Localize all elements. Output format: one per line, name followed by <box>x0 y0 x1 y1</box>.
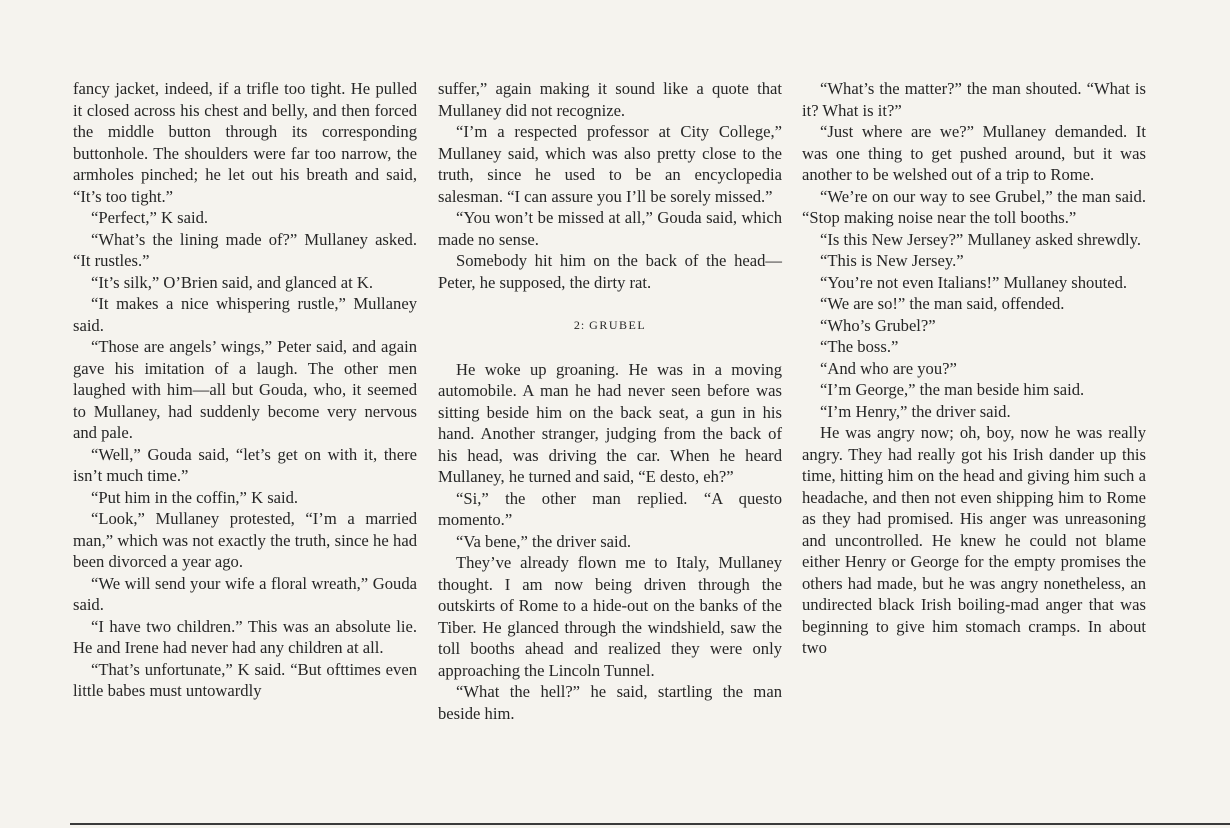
text-column-2 <box>438 78 782 724</box>
paragraph: “I’m a respected professor at City College,” Mullaney said, which was also pretty close to the truth, since he used to be an encyclopedia salesman. “I can assure you I’ll be sorely missed.” <box>438 122 782 206</box>
paragraph: “Who’s Grubel?” <box>820 315 936 335</box>
paragraph: suffer,” again making it sound like a quote that Mullaney did not recognize. <box>438 79 782 120</box>
paragraph: fancy jacket, indeed, if a trifle too tight. He pulled it closed across his chest and belly, and then forced the middle button through its corresponding buttonhole. The shoulders were far too narrow, the armholes pinched; he let out his breath and said, “It’s too tight.” <box>73 79 417 206</box>
paragraph: “Just where are we?” Mullaney demanded. It was one thing to get pushed around, but it was another to be welshed out of a trip to Rome. <box>802 122 1146 184</box>
section-number: 2: <box>573 318 586 332</box>
paragraph: He was angry now; oh, boy, now he was really angry. They had really got his Irish dander up this time, hitting him on the head and giving him such a headache, and then not even shipping him to Rome as they had promised. His anger was unreasoning and uncontrolled. He knew he could not blame either Henry or George for the empty promises the others had made, but he was angry nonetheless, an undirected black Irish boiling-mad anger that was beginning to give him stomach cramps. In about two <box>802 423 1146 657</box>
section-heading <box>438 315 782 337</box>
paragraph: “Va bene,” the driver said. <box>456 531 632 551</box>
paragraph: “Is this New Jersey?” Mullaney asked shrewdly. <box>820 229 1142 249</box>
paragraph: Somebody hit him on the back of the head—Peter, he supposed, the dirty rat. <box>438 251 782 292</box>
paragraph: “The boss.” <box>820 337 899 356</box>
paragraph: “And who are you?” <box>820 358 957 378</box>
paragraph: “Put him in the coffin,” K said. <box>91 487 299 507</box>
paragraph: “It’s silk,” O’Brien said, and glanced at K. <box>91 272 374 292</box>
paragraph: “What’s the lining made of?” Mullaney asked. “It rustles.” <box>73 229 417 270</box>
paragraph: “You won’t be missed at all,” Gouda said, which made no sense. <box>438 208 782 249</box>
paragraph: “We will send your wife a floral wreath,” Gouda said. <box>73 573 417 614</box>
text-column-1 <box>73 78 417 702</box>
paragraph: He woke up groaning. He was in a moving automobile. A man he had never seen before was sitting beside him on the back seat, a gun in his hand. Another stranger, judging from the back of his head, was driving the car. When he heard Mullaney, he turned and said, “E desto, eh?” <box>438 359 782 486</box>
bottom-rule <box>70 823 1230 825</box>
paragraph: “That’s unfortunate,” K said. “But ofttimes even little babes must untowardly <box>73 659 417 700</box>
paragraph: “This is New Jersey.” <box>820 251 964 270</box>
paragraph: “I have two children.” This was an absolute lie. He and Irene had never had any children at all. <box>73 616 417 657</box>
paragraph: “We are so!” the man said, offended. <box>820 294 1065 313</box>
paragraph: “I’m Henry,” the driver said. <box>820 401 1011 421</box>
paragraph: “It makes a nice whispering rustle,” Mullaney said. <box>73 294 417 335</box>
paragraph: “I’m George,” the man beside him said. <box>820 380 1085 399</box>
paragraph: “What the hell?” he said, startling the man beside him. <box>438 682 782 723</box>
paragraph: “What’s the matter?” the man shouted. “What is it? What is it?” <box>802 79 1146 120</box>
paragraph: “Those are angels’ wings,” Peter said, and again gave his imitation of a laugh. The other men laughed with him—all but Gouda, who, it seemed to Mullaney, had suddenly become very nervous and pale. <box>73 337 417 442</box>
paragraph: “Perfect,” K said. <box>91 208 209 227</box>
paragraph: They’ve already flown me to Italy, Mullaney thought. I am now being driven through the outskirts of Rome to a hide-out on the banks of the Tiber. He glanced through the windshield, saw the toll booths ahead and realized they were only approaching the Lincoln Tunnel. <box>438 553 782 680</box>
paragraph: “We’re on our way to see Grubel,” the man said. “Stop making noise near the toll booths.” <box>802 186 1146 227</box>
paragraph: “You’re not even Italians!” Mullaney shouted. <box>820 272 1128 292</box>
paragraph: “Well,” Gouda said, “let’s get on with it, there isn’t much time.” <box>73 444 417 485</box>
section-title: GRUBEL <box>589 318 647 332</box>
paragraph: “Look,” Mullaney protested, “I’m a married man,” which was not exactly the truth, since he had been divorced a year ago. <box>73 509 417 571</box>
text-column-3 <box>802 78 1146 659</box>
paragraph: “Si,” the other man replied. “A questo momento.” <box>438 488 782 529</box>
